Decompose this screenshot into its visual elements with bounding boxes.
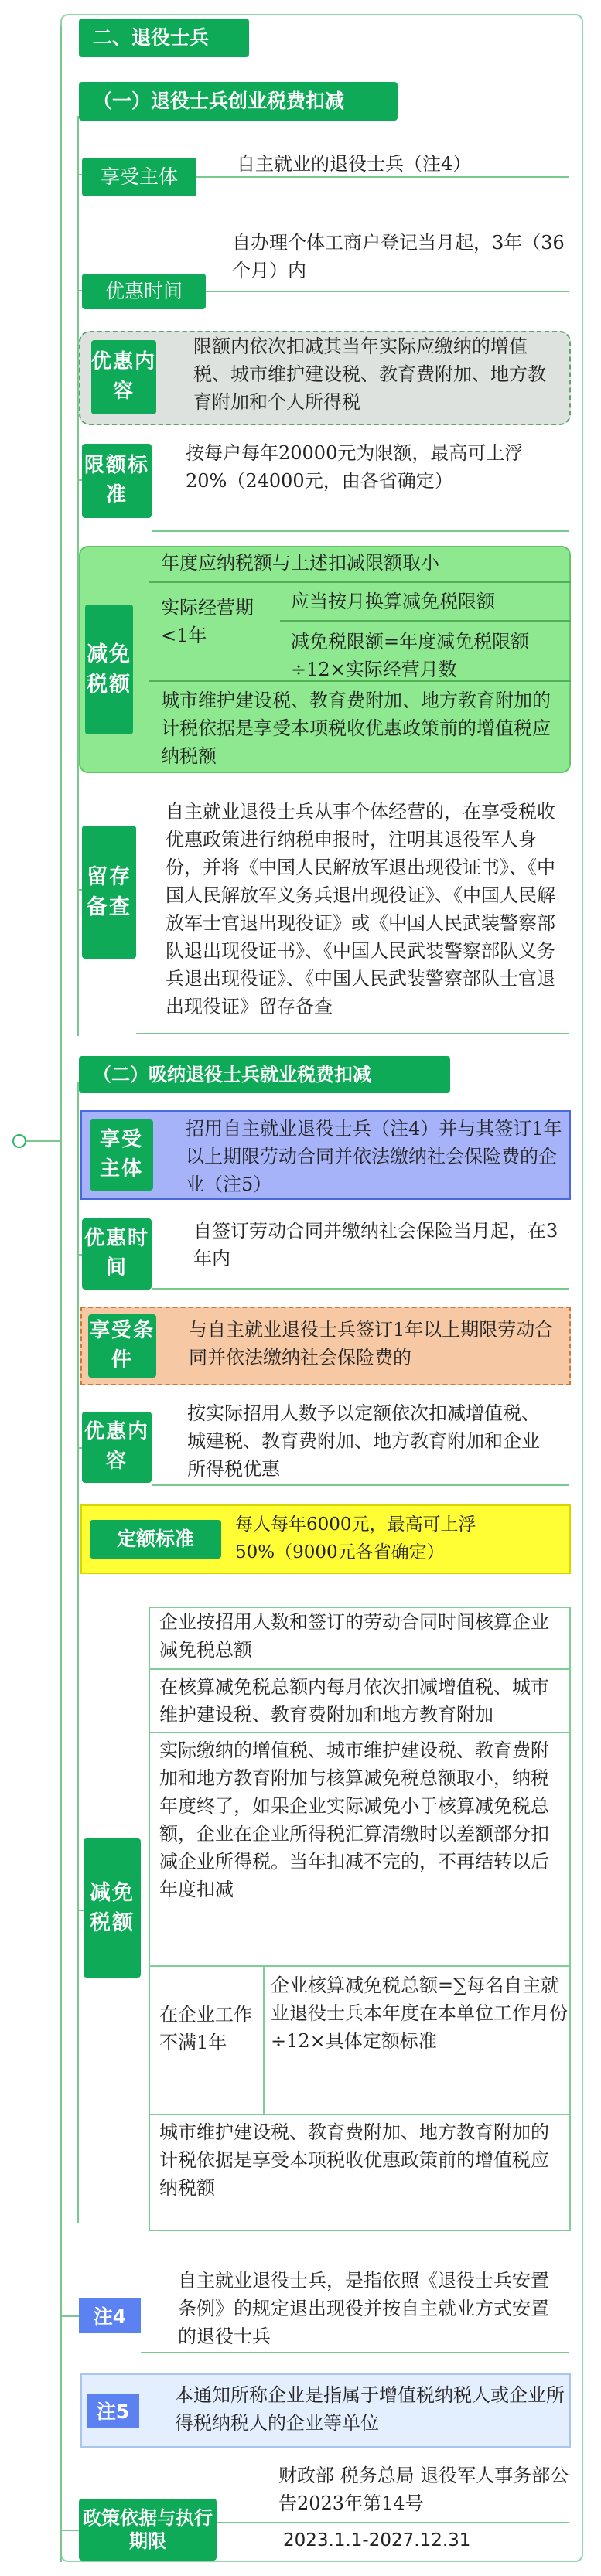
underline	[152, 530, 569, 532]
connector	[62, 2530, 79, 2531]
p2-condition-text: 与自主就业退役士兵签订1年以上期限劳动合同并依法缴纳社会保险费的	[189, 1319, 554, 1368]
p2-content-label: 优惠内容	[82, 1412, 152, 1483]
p1-reduction-top: 年度应纳税额与上述扣减限额取小	[161, 552, 439, 574]
note4-label: 注4	[79, 2298, 141, 2333]
connector	[62, 2315, 79, 2317]
note5-label: 注5	[87, 2394, 139, 2428]
underline	[136, 1033, 569, 1034]
part1-title: （一）退役士兵创业税费扣减	[79, 82, 398, 121]
p1-record-label: 留存备查	[82, 826, 136, 959]
p1-period-text: 自办理个体工商户登记当月起，3年（36个月）内	[232, 232, 565, 281]
separator	[149, 1965, 571, 1967]
p2-reduction-2: 在核算减免税总额内每月依次扣减增值税、城市维护建设税、教育费附加和地方教育附加	[159, 1676, 549, 1726]
p1-beneficiary-text: 自主就业的退役士兵（注4）	[237, 153, 472, 175]
underline	[152, 1288, 569, 1290]
p1-record-text: 自主就业退役士兵从事个体经营的，在享受税收优惠政策进行纳税申报时，注明其退役军人身份，并将《中国人民解放军退出现役证书》、《中国人民解放军义务兵退出现役证》、《中国人民解放军士官退出现役证》或《中国人民武装警察部队退出现役证书》、《中国人民武装警察部队义务兵退出现役证》、《中国人民武装警察部队士官退出现役证》留存备查	[166, 801, 555, 1017]
p2-reduction-rail	[149, 1607, 150, 2231]
p2-reduction-sub-text: 企业核算减免税总额=∑每名自主就业退役士兵本年度在本单位工作月份÷12×具体定额标准	[271, 1975, 568, 2052]
underline	[141, 2352, 569, 2353]
separator	[149, 1668, 571, 1670]
p2-quota-text: 每人每年6000元，最高可上浮50%（9000元各省确定）	[235, 1515, 476, 1562]
policy-period: 2023.1.1-2027.12.31	[283, 2530, 471, 2550]
separator	[149, 680, 571, 682]
p1-content-label: 优惠内容	[91, 340, 156, 414]
p1-quota-text: 按每户每年20000元为限额，最高可上浮20%（24000元，由各省确定）	[186, 442, 524, 492]
p2-reduction-bottom: 城市维护建设税、教育费附加、地方教育附加的计税依据是享受本项税收优惠政策前的增值税应纳税额	[159, 2121, 549, 2199]
p1-reduction-bottom: 城市维护建设税、教育费附加、地方教育附加的计税依据是享受本项税收优惠政策前的增值税应纳税额	[161, 690, 551, 767]
p1-reduction-sub-2: 减免税限额=年度减免税限额÷12×实际经营月数	[291, 631, 530, 680]
note4-text: 自主就业退役士兵，是指依照《退役士兵安置条例》的规定退出现役并按自主就业方式安置的退役士兵	[178, 2270, 549, 2347]
section-title: 二、退役士兵	[79, 19, 249, 57]
p2-period-text: 自签订劳动合同并缴纳社会保险当月起，在3年内	[193, 1220, 558, 1269]
p1-reduction-sub-1: 应当按月换算减免税限额	[291, 591, 495, 612]
underline	[206, 291, 569, 292]
underline	[217, 2522, 569, 2523]
p2-condition-label: 享受条件	[88, 1314, 156, 1378]
p2-reduction-sub-label: 在企业工作不满1年	[159, 2004, 252, 2053]
p2-beneficiary-text: 招用自主就业退役士兵（注4）并与其签订1年以上期限劳动合同并依法缴纳社会保险费的企业（注5）	[186, 1118, 562, 1195]
separator	[149, 1732, 571, 1733]
main-rail	[60, 26, 62, 2562]
separator	[149, 581, 571, 583]
p1-reduction-label: 减免税额	[85, 605, 133, 734]
p1-quota-label: 限额标准	[82, 444, 152, 518]
p2-reduction-label: 减免税额	[84, 1838, 141, 1978]
policy-label: 政策依据与执行期限	[79, 2499, 217, 2561]
p2-period-label: 优惠时间	[82, 1218, 152, 1290]
p2-reduction-1: 企业按招用人数和签订的劳动合同时间核算企业减免税总额	[159, 1611, 549, 1661]
p2-beneficiary-label: 享受主体	[90, 1119, 153, 1191]
p1-reduction-sub-label: 实际经营期<1年	[161, 597, 254, 646]
collapse-node-icon[interactable]	[12, 1134, 26, 1148]
root-connector	[23, 1140, 62, 1142]
underline	[152, 1484, 569, 1486]
p2-content-text: 按实际招用人数予以定额依次扣减增值税、城建税、教育费附加、地方教育附加和企业所得税优惠	[187, 1402, 540, 1480]
separator	[280, 620, 571, 622]
part2-title: （二）吸纳退役士兵就业税费扣减	[79, 1056, 450, 1093]
p1-content-text: 限额内依次扣减其当年实际应缴纳的增值税、城市维护建设税、教育费附加、地方教育附加和个人所得税	[193, 336, 546, 413]
p2-quota-label: 定额标准	[90, 1520, 221, 1559]
p2-reduction-3: 实际缴纳的增值税、城市维护建设税、教育费附加和地方教育附加与核算减免税总额取小，纳税年度终了，如果企业实际减免小于核算减免税总额，企业在企业所得税汇算清缴时以差额部分扣减企业所得税。当年扣减不完的，不再结转以后年度扣减	[159, 1739, 549, 1900]
sub-rail	[263, 1967, 265, 2114]
separator	[149, 2114, 571, 2115]
p1-period-label: 优惠时间	[82, 274, 206, 309]
note5-text: 本通知所称企业是指属于增值税纳税人或企业所得税纳税人的企业等单位	[175, 2384, 565, 2434]
p1-beneficiary-label: 享受主体	[82, 158, 196, 196]
underline	[196, 176, 569, 178]
policy-doc: 财政部 税务总局 退役军人事务部公告2023年第14号	[278, 2465, 569, 2514]
